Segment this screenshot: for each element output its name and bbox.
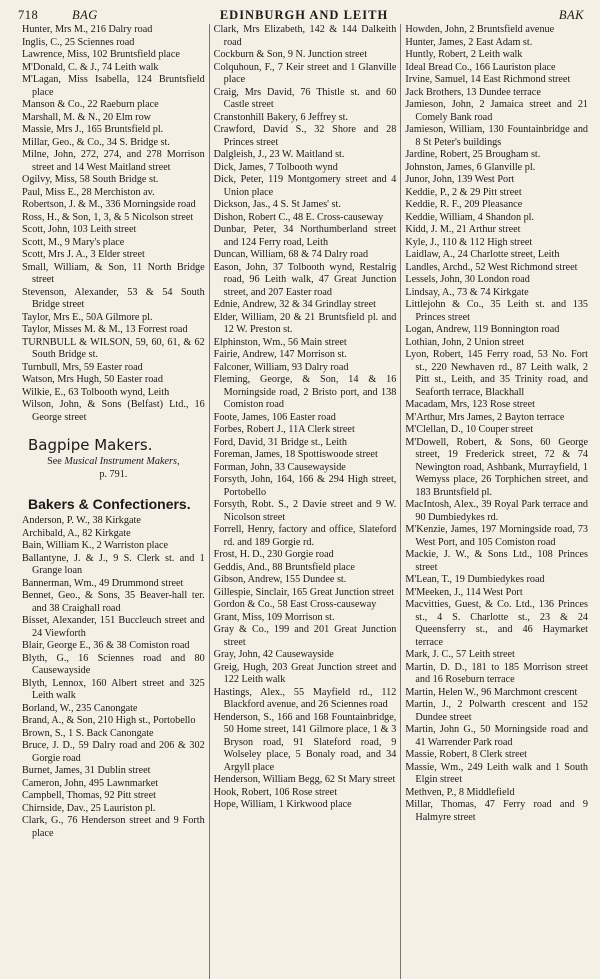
column-2 xyxy=(209,24,401,979)
directory-entry: Colquhoun, F., 7 Keir street and 1 Glanville place xyxy=(213,61,397,85)
directory-entry: Bain, William K., 2 Warriston place xyxy=(22,540,169,551)
directory-entry: M'Donald, C. & J., 74 Leith walk xyxy=(22,61,159,73)
directory-entry: Irvine, Samuel, 14 East Richmond street xyxy=(405,74,571,85)
directory-entry: Huntly, Robert, 2 Leith walk xyxy=(405,49,523,60)
directory-entry: Gray, John, 42 Causewayside xyxy=(213,649,334,660)
directory-entry: Hook, Robert, 106 Rose street xyxy=(213,786,338,798)
directory-entry: MacIntosh, Alex., 39 Royal Park terrace and 90 Dumbiedykes rd. xyxy=(405,499,589,523)
directory-entry: Dick, Peter, 119 Montgomery street and 4 Union place xyxy=(213,174,397,198)
directory-entry: Ednie, Andrew, 32 & 34 Grindlay street xyxy=(213,299,376,310)
directory-entry: Turnbull, Mrs, 59 Easter road xyxy=(22,361,143,373)
see-page: p. 791. xyxy=(99,468,128,480)
directory-entry: Ballantyne, J. & J., 9 S. Clerk st. and 1 Grange loan xyxy=(22,552,205,576)
directory-entry: Johnston, James, 6 Glanville pl. xyxy=(405,161,536,173)
directory-entry: Anderson, P. W., 38 Kirkgate xyxy=(22,515,141,526)
directory-entry: Eason, John, 37 Tolbooth wynd, Restalrig road, 96 Leith walk, 47 Great Junction street, and 207 Easter road xyxy=(213,261,397,298)
directory-entry: Crawford, David S., 32 Shore and 28 Princes street xyxy=(213,124,397,148)
directory-entry: Kyle, J., 110 & 112 High street xyxy=(405,236,533,248)
directory-entry: Henderson, William Begg, 62 St Mary street xyxy=(213,774,396,785)
directory-entry: Jamieson, William, 130 Fountainbridge and 8 St Peter's buildings xyxy=(405,124,589,148)
directory-entry: Ogilvy, Miss, 58 South Bridge st. xyxy=(22,174,159,185)
directory-entry: Littlejohn & Co., 35 Leith st. and 135 Princes street xyxy=(405,299,589,323)
directory-entry: Craig, Mrs David, 76 Thistle st. and 60 Castle street xyxy=(213,86,397,110)
directory-entry: Inglis, C., 25 Sciennes road xyxy=(22,36,135,48)
directory-entry: Cameron, John, 495 Lawnmarket xyxy=(22,777,159,789)
directory-entry: Foreman, James, 18 Spottiswoode street xyxy=(213,449,378,460)
directory-entry: Falconer, William, 93 Dalry road xyxy=(213,361,349,373)
column-3 xyxy=(400,24,592,979)
directory-entry: Lawrence, Miss, 102 Bruntsfield place xyxy=(22,49,180,60)
directory-entry: Bisset, Alexander, 151 Buccleuch street and 24 Viewforth xyxy=(22,615,205,639)
directory-entry: Junor, John, 139 West Port xyxy=(405,174,515,185)
directory-entry: Bruce, J. D., 59 Dalry road and 206 & 302 Gorgie road xyxy=(22,740,205,764)
directory-entry: Jack Brothers, 13 Dundee terrace xyxy=(405,86,541,98)
directory-entry: Borland, W., 235 Canongate xyxy=(22,702,138,714)
directory-entry: Lessels, John, 30 London road xyxy=(405,274,530,285)
directory-entry: Hunter, Mrs M., 216 Dalry road xyxy=(22,24,153,35)
directory-entry: Methven, P., 8 Middlefield xyxy=(405,786,515,798)
directory-entry: Marshall, M. & N., 20 Elm row xyxy=(22,111,152,123)
directory-entry: Lindsay, A., 73 & 74 Kirkgate xyxy=(405,286,529,298)
directory-entry: Brown, S., 1 S. Back Canongate xyxy=(22,727,154,739)
see-prefix: See xyxy=(47,456,62,467)
directory-entry: Scott, John, 103 Leith street xyxy=(22,224,137,235)
directory-entry: Blyth, G., 16 Sciennes road and 80 Causewayside xyxy=(22,652,205,676)
hosiers-list-continued xyxy=(22,24,205,424)
directory-entry: Ford, David, 31 Bridge st., Leith xyxy=(213,436,347,448)
directory-entry: Paul, Miss E., 28 Merchiston av. xyxy=(22,186,155,198)
directory-entry: Massie, Wm., 249 Leith walk and 1 South Elgin street xyxy=(405,761,589,785)
directory-entry: Fairie, Andrew, 147 Morrison st. xyxy=(213,349,347,360)
directory-entry: Martin, D. D., 181 to 185 Morrison street and 16 Roseburn terrace xyxy=(405,661,589,685)
directory-entry: M'Clellan, D., 10 Couper street xyxy=(405,424,534,435)
directory-entry: Greig, Hugh, 203 Great Junction street and 122 Leith walk xyxy=(213,661,397,685)
directory-entry: Dickson, Jas., 4 S. St James' st. xyxy=(213,199,341,210)
directory-entry: Gillespie, Sinclair, 165 Great Junction street xyxy=(213,586,395,598)
directory-entry: Dishon, Robert C., 48 E. Cross-causeway xyxy=(213,211,384,223)
directory-entry: Manson & Co., 22 Raeburn place xyxy=(22,99,159,110)
directory-entry: Chirnside, Dav., 25 Lauriston pl. xyxy=(22,802,156,814)
directory-entry: Archibald, A., 82 Kirkgate xyxy=(22,527,131,539)
directory-entry: Small, William, & Son, 11 North Bridge street xyxy=(22,261,205,285)
directory-entry: Forman, John, 33 Causewayside xyxy=(213,461,346,473)
directory-entry: Keddie, R. F., 209 Pleasance xyxy=(405,199,523,210)
directory-entry: Clark, G., 76 Henderson street and 9 Forth place xyxy=(22,815,205,839)
directory-entry: Ideal Bread Co., 166 Lauriston place xyxy=(405,61,556,73)
directory-entry: M'Arthur, Mrs James, 2 Bayton terrace xyxy=(405,411,565,423)
directory-entry: Burnet, James, 31 Dublin street xyxy=(22,765,151,776)
directory-entry: M'Meeken, J., 114 West Port xyxy=(405,586,523,598)
directory-entry: Frost, H. D., 230 Gorgie road xyxy=(213,549,334,560)
directory-entry: Kidd, J. M., 21 Arthur street xyxy=(405,224,521,235)
directory-entry: Elphinston, Wm., 56 Main street xyxy=(213,336,347,348)
directory-entry: Scott, Mrs J. A., 3 Elder street xyxy=(22,249,145,260)
directory-entry: Wilkie, E., 63 Tolbooth wynd, Leith xyxy=(22,386,170,398)
directory-entry: Dalgleish, J., 23 W. Maitland st. xyxy=(213,149,345,160)
directory-entry: Bannerman, Wm., 49 Drummond street xyxy=(22,577,184,589)
directory-entry: Laidlaw, A., 24 Charlotte street, Leith xyxy=(405,249,560,260)
header-title: EDINBURGH AND LEITH xyxy=(219,8,389,22)
directory-entry: Hastings, Alex., 55 Mayfield rd., 112 Blackford avenue, and 26 Sciennes road xyxy=(213,686,397,710)
directory-entry: Taylor, Misses M. & M., 13 Forrest road xyxy=(22,324,188,335)
directory-entry: Henderson, S., 166 and 168 Fountainbridge, 50 Home street, 141 Gilmore place, 1 & 3 Bryson road, 91 Slateford road, 9 Wolseley place, 5 Bonaly road, and 34 Argyll place xyxy=(213,711,397,773)
directory-entry: Brand, A., & Son, 210 High st., Portobello xyxy=(22,715,196,726)
bakers-list xyxy=(22,515,205,840)
directory-entry: Geddis, And., 88 Bruntsfield place xyxy=(213,561,355,573)
directory-entry: Blair, George E., 36 & 38 Comiston road xyxy=(22,640,190,651)
directory-entry: Gibson, Andrew, 155 Dundee st. xyxy=(213,574,347,585)
directory-entry: Blyth, Lennox, 160 Albert street and 325 Leith walk xyxy=(22,677,205,701)
directory-entry: M'Lean, T., 19 Dumbiedykes road xyxy=(405,574,545,585)
directory-entry: Taylor, Mrs E., 50A Gilmore pl. xyxy=(22,311,153,323)
directory-entry: Keddie, P., 2 & 29 Pitt street xyxy=(405,186,522,198)
directory-entry: Scott, M., 9 Mary's place xyxy=(22,236,125,248)
see-target: Musical Instrument Makers, xyxy=(64,456,180,467)
directory-entry: Martin, John G., 50 Morningside road and 41 Warrender Park road xyxy=(405,724,589,748)
directory-entry: Cranstonhill Bakery, 6 Jeffrey st. xyxy=(213,111,349,123)
directory-entry: Martin, Helen W., 96 Marchmont crescent xyxy=(405,686,578,698)
directory-entry: Elder, William, 20 & 21 Bruntsfield pl. and 12 W. Preston st. xyxy=(213,311,397,335)
directory-entry: Gray & Co., 199 and 201 Great Junction street xyxy=(213,624,397,648)
directory-entry: Duncan, William, 68 & 74 Dalry road xyxy=(213,249,369,260)
header-right-guide-word: BAK xyxy=(558,8,584,22)
directory-entry: M'Kenzie, James, 197 Morningside road, 73 West Port, and 105 Comiston road xyxy=(405,524,589,548)
directory-entry: M'Lagan, Miss Isabella, 124 Bruntsfield place xyxy=(22,74,205,98)
directory-entry: Jardine, Robert, 25 Brougham st. xyxy=(405,149,541,160)
directory-entry: Bennet, Geo., & Sons, 35 Beaver-hall ter. and 38 Craighall road xyxy=(22,590,205,614)
directory-entry: Robertson, J. & M., 336 Morningside road xyxy=(22,199,196,210)
directory-entry: Dunbar, Peter, 34 Northumberland street and 124 Ferry road, Leith xyxy=(213,224,397,248)
column-1 xyxy=(18,24,209,979)
directory-columns xyxy=(18,24,592,979)
directory-entry: Forrell, Henry, factory and office, Slateford rd. and 189 Gorgie rd. xyxy=(213,524,397,548)
cross-reference-note xyxy=(22,456,205,481)
directory-entry: Wilson, John, & Sons (Belfast) Ltd., 16 George street xyxy=(22,399,205,423)
page-number: 718 xyxy=(18,8,39,22)
directory-entry: Hunter, James, 2 East Adam st. xyxy=(405,36,533,48)
directory-entry: Stevenson, Alexander, 53 & 54 South Bridge street xyxy=(22,286,205,310)
directory-entry: Massie, Mrs J., 165 Bruntsfield pl. xyxy=(22,124,164,135)
directory-entry: Clark, Mrs Elizabeth, 142 & 144 Dalkeith road xyxy=(213,24,397,48)
directory-entry: Dick, James, 7 Tolbooth wynd xyxy=(213,161,338,173)
directory-entry: Grant, Miss, 109 Morrison st. xyxy=(213,611,335,623)
section-heading-bagpipe-makers: Bagpipe Makers. xyxy=(28,436,153,454)
section-heading-bakers-confectioners: Bakers & Confectioners. xyxy=(28,496,191,512)
directory-entry: Lyon, Robert, 145 Ferry road, 53 No. Fort st., 220 Newhaven rd., 87 Leith walk, 2 Pitt st., Leith, and 35 Trinity road, and Seaforth terrace, Blackhall xyxy=(405,349,589,398)
directory-entry: Martin, J., 2 Polwarth crescent and 152 Dundee street xyxy=(405,699,589,723)
directory-entry: Millar, Geo., & Co., 34 S. Bridge st. xyxy=(22,136,170,148)
directory-entry: Forsyth, Robt. S., 2 Davie street and 9 W. Nicolson street xyxy=(213,499,397,523)
directory-entry: Massie, Robert, 8 Clerk street xyxy=(405,749,528,760)
directory-entry: Foote, James, 106 Easter road xyxy=(213,411,336,423)
directory-entry: Macvitties, Guest, & Co. Ltd., 136 Princes st., 4 S. Charlotte st., 23 & 24 Queensferry st., and 46 Haymarket terrace xyxy=(405,599,589,648)
directory-entry: Hope, William, 1 Kirkwood place xyxy=(213,799,352,810)
directory-entry: Keddie, William, 4 Shandon pl. xyxy=(405,211,535,223)
directory-entry: Landles, Archd., 52 West Richmond street xyxy=(405,261,578,273)
directory-entry: Campbell, Thomas, 92 Pitt street xyxy=(22,790,156,801)
directory-entry: Ross, H., & Son, 1, 3, & 5 Nicolson street xyxy=(22,211,194,223)
directory-entry: Lothian, John, 2 Union street xyxy=(405,336,525,348)
directory-entry: Watson, Mrs Hugh, 50 Easter road xyxy=(22,374,163,385)
directory-entry: Millar, Thomas, 47 Ferry road and 9 Halmyre street xyxy=(405,799,589,823)
directory-entry: Forsyth, John, 164, 166 & 294 High street, Portobello xyxy=(213,474,397,498)
directory-entry: Howden, John, 2 Bruntsfield avenue xyxy=(405,24,555,35)
directory-entry: Milne, John, 272, 274, and 278 Morrison street and 14 West Maitland street xyxy=(22,149,205,173)
directory-entry: Gordon & Co., 58 East Cross-causeway xyxy=(213,599,377,610)
directory-entry: TURNBULL & WILSON, 59, 60, 61, & 62 South Bridge st. xyxy=(22,336,205,360)
directory-entry: Logan, Andrew, 119 Bonnington road xyxy=(405,324,560,335)
directory-entry: Mackie, J. W., & Sons Ltd., 108 Princes street xyxy=(405,549,589,573)
directory-entry: Cockburn & Son, 9 N. Junction street xyxy=(213,49,368,60)
header-left-guide-word: BAG xyxy=(72,8,98,22)
directory-entry: Mark, J. C., 57 Leith street xyxy=(405,649,515,660)
directory-entry: Forbes, Robert J., 11A Clerk street xyxy=(213,424,355,435)
directory-entry: M'Dowell, Robert, & Sons, 60 George street, 19 Frederick street, 72 & 74 Newington road, Ashbank, Murrayfield, 1 Wemyss place, 26 Torphichen street, and 183 Bruntsfield pl. xyxy=(405,436,589,498)
directory-entry: Macadam, Mrs, 123 Rose street xyxy=(405,399,535,410)
directory-entry: Jamieson, John, 2 Jamaica street and 21 Comely Bank road xyxy=(405,99,589,123)
directory-entry: Fleming, George, & Son, 14 & 16 Morningside road, 2 Bristo port, and 138 Comiston road xyxy=(213,374,397,410)
